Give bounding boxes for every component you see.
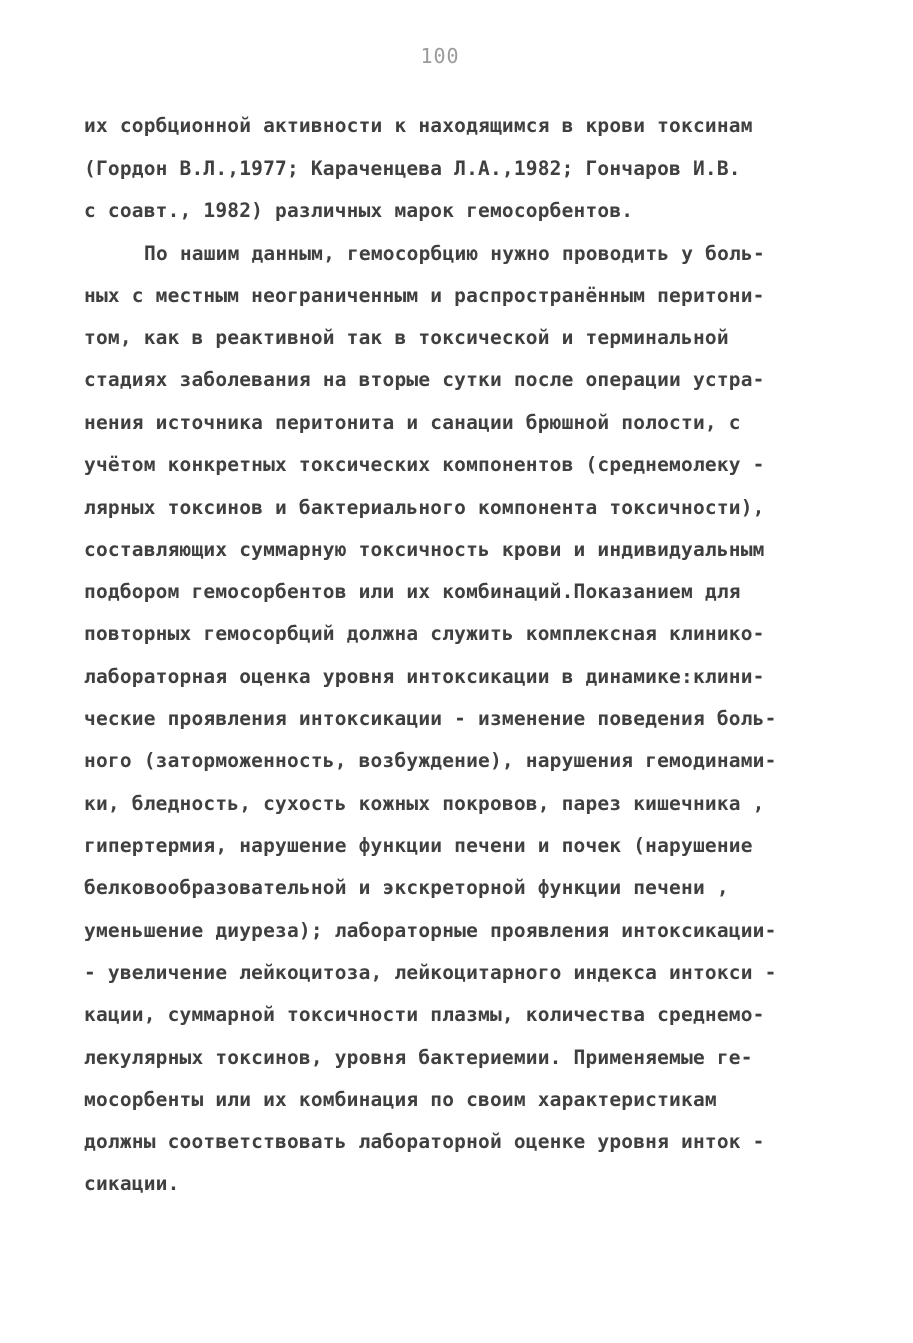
text-line: белковообразовательной и экскреторной функции печени , bbox=[84, 876, 729, 899]
text-line: уменьшение диуреза); лабораторные проявления интоксикации- bbox=[84, 919, 777, 942]
text-line: ки, бледность, сухость кожных покровов, парез кишечника , bbox=[84, 792, 765, 815]
text-line: нения источника перитонита и санации брюшной полости, с bbox=[84, 411, 741, 434]
text-line: лекулярных токсинов, уровня бактериемии. Применяемые ге- bbox=[84, 1046, 753, 1069]
text-line: повторных гемосорбций должна служить комплексная клинико- bbox=[84, 622, 765, 645]
page-number: 100 bbox=[420, 44, 460, 68]
text-line: том, как в реактивной так в токсической и терминальной bbox=[84, 326, 729, 349]
text-line: лабораторная оценка уровня интоксикации в динамике:клини- bbox=[84, 665, 765, 688]
text-line: - увеличение лейкоцитоза, лейкоцитарного индекса интокси - bbox=[84, 961, 777, 984]
text-line: составляющих суммарную токсичность крови и индивидуальным bbox=[84, 538, 765, 561]
text-line: (Гордон В.Л.,1977; Караченцева Л.А.,1982; Гончаров И.В. bbox=[84, 157, 741, 180]
text-line: ных с местным неограниченным и распространённым перитони- bbox=[84, 284, 765, 307]
text-line: По нашим данным, гемосорбцию нужно проводить у боль- bbox=[144, 242, 765, 265]
text-line: с соавт., 1982) различных марок гемосорбентов. bbox=[84, 199, 634, 222]
text-line: должны соответствовать лабораторной оценке уровня инток - bbox=[84, 1130, 765, 1153]
text-line: кации, суммарной токсичности плазмы, количества среднемо- bbox=[84, 1003, 765, 1026]
text-line: их сорбционной активности к находящимся в крови токсинам bbox=[84, 114, 753, 137]
text-line: гипертермия, нарушение функции печени и почек (нарушение bbox=[84, 834, 753, 857]
text-line: лярных токсинов и бактериального компонента токсичности), bbox=[84, 496, 765, 519]
text-line: подбором гемосорбентов или их комбинаций.Показанием для bbox=[84, 580, 741, 603]
text-line: учётом конкретных токсических компонентов (среднемолеку - bbox=[84, 453, 765, 476]
text-line: стадиях заболевания на вторые сутки после операции устра- bbox=[84, 368, 765, 391]
text-line: ческие проявления интоксикации - изменение поведения боль- bbox=[84, 707, 777, 730]
text-line: ного (заторможенность, возбуждение), нарушения гемодинами- bbox=[84, 749, 777, 772]
text-line: сикации. bbox=[84, 1172, 180, 1195]
text-line: мосорбенты или их комбинация по своим характеристикам bbox=[84, 1088, 717, 1111]
